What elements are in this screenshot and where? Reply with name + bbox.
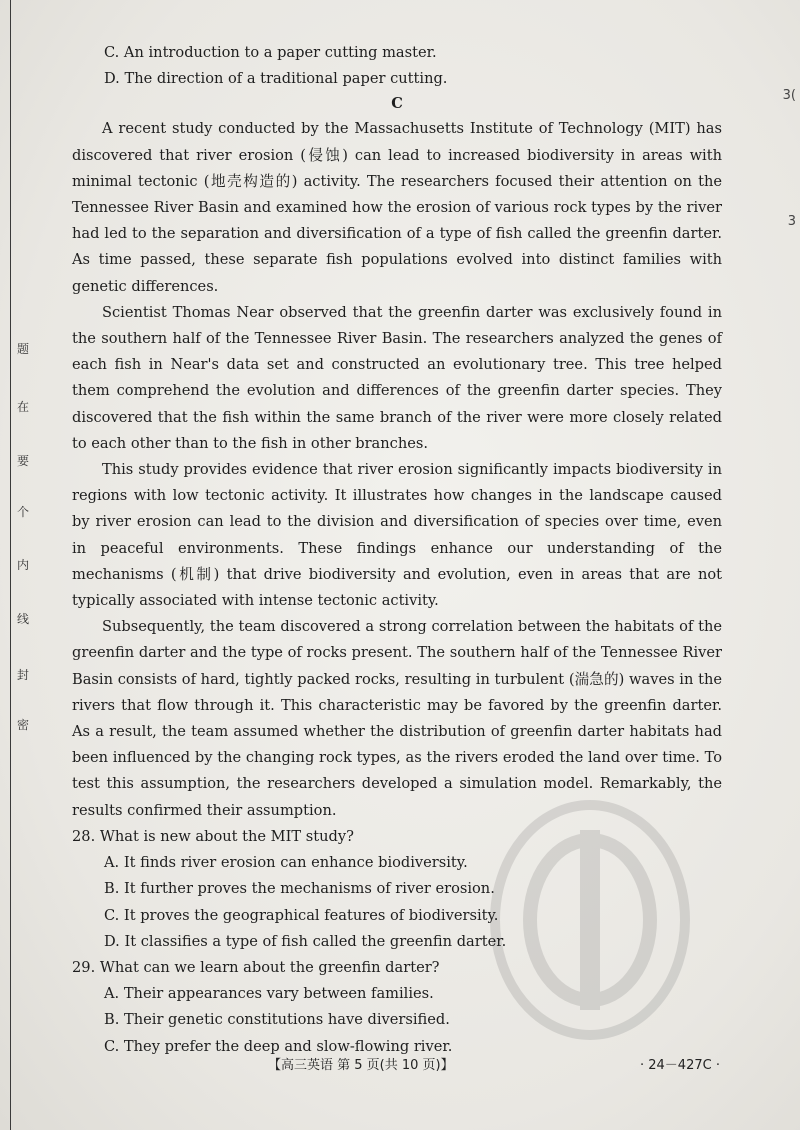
binding-char: 线 — [17, 612, 30, 626]
binding-char: 要 — [17, 454, 30, 468]
footer-page-info: 【高三英语 第 5 页(共 10 页)】 — [268, 1058, 454, 1073]
binding-line — [10, 0, 11, 1130]
passage-paragraph-4: Subsequently, the team discovered a strong correlation between the habitats of the greenfin darter and the type of rocks present. The southern half of the Tennessee River Basin consists of hard, tightly packed rocks, resulting in turbulent (湍急的) waves in the rivers that flow through it. This characteristic may be favored by the greenfin darter. As a result, the team assumed whether the distribution of greenfin darter habitats had been influenced by the changing rock types, as the rivers eroded the land over time. To test this assumption, the researchers developed a simulation model. Remarkably, the results confirmed their assumption. — [72, 618, 722, 819]
passage-paragraph-1: A recent study conducted by the Massachusetts Institute of Technology (MIT) has discovered that river erosion (侵蚀) can lead to increased biodiversity in areas with minimal tectonic (地壳构造的) activity. The researchers focused their attention on the Tennessee River Basin and examined how the erosion of various rock types by the river had led to the separation and diversification of a type of fish called the greenfin darter. As time passed, these separate fish populations evolved into distinct families with genetic differences. — [72, 120, 722, 295]
prev-option-c: C. An introduction to a paper cutting master. — [104, 44, 437, 61]
question-28-option-a: A. It finds river erosion can enhance biodiversity. — [104, 854, 468, 872]
footer-exam-code: · 24－427C · — [640, 1058, 720, 1073]
binding-char: 内 — [17, 558, 30, 572]
binding-char: 在 — [17, 400, 30, 414]
passage-paragraph-3: This study provides evidence that river erosion significantly impacts biodiversity in regions with low tectonic activity. It illustrates how changes in the landscape caused by river erosion can lead to the division and diversification of species over time, even in peaceful environments. These findings enhance our understanding of the mechanisms (机制) that drive biodiversity and evolution, even in areas that are not typically associated with intense tectonic activity. — [72, 461, 722, 610]
question-29-stem: 29. What can we learn about the greenfin darter? — [72, 958, 440, 976]
edge-mark: 3( — [782, 88, 796, 103]
binding-char: 题 — [17, 342, 30, 356]
passage-paragraph-2: Scientist Thomas Near observed that the greenfin darter was exclusively found in the southern half of the Tennessee River Basin. The researchers analyzed the genes of each fish in Near's data set and constructed an evolutionary tree. This tree helped them comprehend the evolution and differences of the greenfin darter species. They discovered that the fish within the same branch of the river were more closely related to each other than to the fish in other branches. — [72, 303, 722, 452]
edge-mark: 3 — [787, 214, 796, 229]
exam-text — [72, 40, 722, 1060]
page-footer — [0, 1048, 800, 1078]
question-28-option-b: B. It further proves the mechanisms of river erosion. — [104, 880, 495, 898]
binding-char: 个 — [17, 505, 30, 519]
question-28-option-d: D. It classifies a type of fish called the greenfin darter. — [104, 932, 507, 950]
prev-option-d: D. The direction of a traditional paper cutting. — [104, 70, 448, 88]
question-29-option-c: C. They prefer the deep and slow-flowing river. — [104, 1037, 453, 1055]
question-29-option-a: A. Their appearances vary between families. — [104, 985, 434, 1003]
binding-char: 封 — [17, 668, 30, 682]
section-letter: C — [391, 95, 403, 113]
question-28-option-c: C. It proves the geographical features of biodiversity. — [104, 906, 499, 924]
binding-char: 密 — [17, 718, 30, 732]
question-28-stem: 28. What is new about the MIT study? — [72, 827, 354, 845]
question-29-option-b: B. Their genetic constitutions have diversified. — [104, 1011, 450, 1029]
